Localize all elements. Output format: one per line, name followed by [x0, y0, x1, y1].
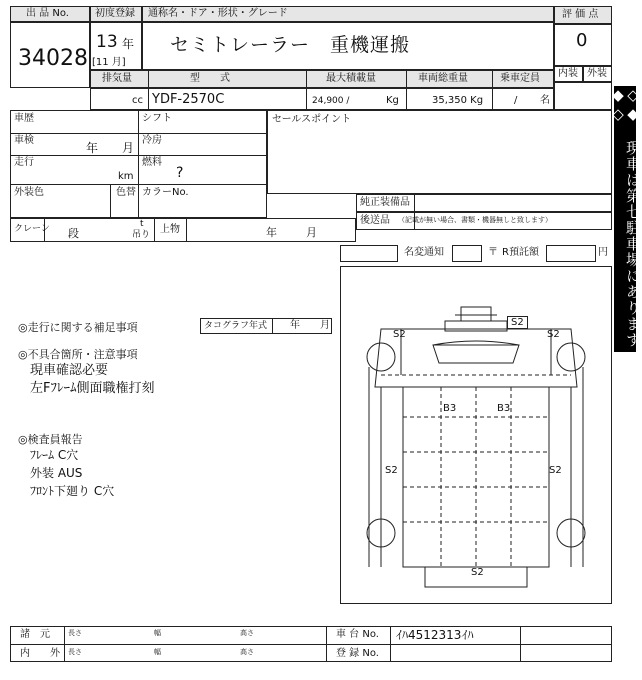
name-change-box	[452, 245, 482, 262]
damage-mark-body-left: B3	[443, 403, 457, 414]
defect-item-1: 現車確認必要	[30, 363, 109, 378]
registration-month: [11 月]	[92, 57, 126, 68]
upper-year-unit: 年	[266, 226, 277, 239]
rating-label: 評 価 点	[562, 9, 599, 20]
registration-label: 初度登録	[95, 8, 135, 19]
damage-mark-side-left: S2	[385, 465, 398, 476]
vehicle-diagram	[340, 266, 612, 604]
color-change-label: 色替	[116, 187, 136, 198]
interior-exterior-label: 内 外	[20, 648, 60, 659]
driving-notes-title: ◎走行に関する補足事項	[18, 321, 138, 334]
tachograph-month-unit: 月	[320, 320, 330, 331]
title-label: 通称名・ドア・形状・グレード	[148, 8, 288, 19]
crane-ton-unit: t	[140, 219, 144, 229]
tachograph-label: タコグラフ年式	[204, 321, 268, 331]
notice-blank-box	[340, 245, 398, 262]
fuel-label: 燃料	[142, 157, 162, 168]
inspection-year-unit: 年	[86, 141, 99, 155]
gross-weight-value: 35,350 Kg	[432, 95, 484, 106]
upper-month-unit: 月	[306, 226, 317, 239]
tachograph-year-unit: 年	[290, 320, 300, 331]
lot-label: 出 品 No.	[26, 8, 69, 19]
defects-title: ◎不具合箇所・注意事項	[18, 348, 138, 361]
lot-number: 34028	[18, 46, 88, 71]
recycle-fee-box	[546, 245, 596, 262]
capacity-value: /	[514, 95, 518, 106]
km-unit: km	[118, 171, 134, 182]
capacity-header: 乗車定員	[500, 73, 540, 84]
interior-rating-label: 内装	[558, 68, 578, 79]
crane-row	[10, 218, 356, 242]
history-label: 車歴	[14, 113, 34, 124]
height-label-2: 高さ	[240, 648, 254, 656]
trailing-items-label: 後送品	[360, 215, 390, 226]
inspector-item-2: 外装 AUS	[30, 466, 83, 480]
max-load-value: 24,900 /	[312, 96, 350, 106]
crane-label: クレーン	[14, 224, 50, 234]
inspection-month-unit: 月	[122, 141, 135, 155]
registration-year: 13	[96, 32, 118, 52]
chassis-number: ｲﾊ4512313ｲﾊ	[396, 628, 474, 642]
height-label: 高さ	[240, 629, 254, 637]
genuine-parts-label: 純正装備品	[360, 197, 410, 208]
rating-score: 0	[576, 30, 588, 51]
postal-mark: 〒	[488, 247, 498, 258]
width-label-2: 幅	[154, 648, 161, 656]
dimensions-label: 諸 元	[20, 629, 50, 640]
damage-mark-upper-left: S2	[393, 329, 406, 340]
vehicle-name: セミトレーラー 重機運搬	[170, 34, 411, 56]
recycle-fee-label: R預託額	[502, 247, 539, 258]
inspector-item-3: ﾌﾛﾝﾄ下廻り C穴	[30, 484, 115, 498]
model-header: 型 式	[190, 73, 230, 84]
name-change-label: 名変通知	[404, 247, 444, 258]
upper-body-label: 上物	[160, 224, 180, 235]
damage-mark-upper-right: S2	[547, 329, 560, 340]
registration-number-label: 登 録 No.	[336, 648, 379, 659]
yen-unit: 円	[598, 247, 608, 258]
rating-blank-cell	[554, 82, 612, 110]
damage-mark-rear: S2	[471, 567, 484, 578]
exterior-color-label: 外装色	[14, 187, 44, 198]
max-load-unit: Kg	[386, 95, 399, 106]
width-label: 幅	[154, 629, 161, 637]
inspector-item-1: ﾌﾚｰﾑ C穴	[30, 448, 79, 462]
defect-item-2: 左Fﾌﾚｰﾑ側面職権打刻	[30, 381, 155, 396]
exterior-rating-label: 外装	[587, 68, 607, 79]
inspection-label: 車検	[14, 135, 34, 146]
sales-point-label: セールスポイント	[272, 114, 352, 125]
length-label: 長さ	[68, 629, 82, 637]
inspector-report-title: ◎検査員報告	[18, 433, 83, 446]
damage-mark-side-right: S2	[549, 465, 562, 476]
displacement-header: 排気量	[102, 73, 132, 84]
damage-mark-body-right: B3	[497, 403, 511, 414]
chassis-label: 車 台 No.	[336, 629, 379, 640]
shift-label: シフト	[142, 113, 172, 124]
gross-weight-header: 車両総重量	[418, 73, 468, 84]
max-load-header: 最大積載量	[326, 73, 376, 84]
displacement-unit: cc	[132, 95, 143, 106]
ac-label: 冷房	[142, 135, 162, 146]
damage-mark-front: S2	[507, 316, 528, 329]
color-number-label: カラーNo.	[142, 187, 189, 198]
crane-stage-unit: 段	[68, 227, 79, 240]
length-label-2: 長さ	[68, 648, 82, 656]
registration-year-unit: 年	[122, 37, 135, 51]
mileage-label: 走行	[14, 157, 34, 168]
parking-banner: ◇◆ 現車は第七駐車場にあります ◆◇	[609, 86, 642, 364]
trailing-items-note: （記載が無い場合、書類・機器無しと致します）	[398, 216, 552, 224]
model-value: YDF-2570C	[152, 92, 225, 107]
fuel-value: ?	[176, 165, 184, 181]
spec-header-row	[90, 70, 554, 88]
crane-hang-label: 吊り	[132, 230, 151, 240]
vehicle-outline	[341, 267, 611, 603]
capacity-unit: 名	[540, 95, 550, 106]
